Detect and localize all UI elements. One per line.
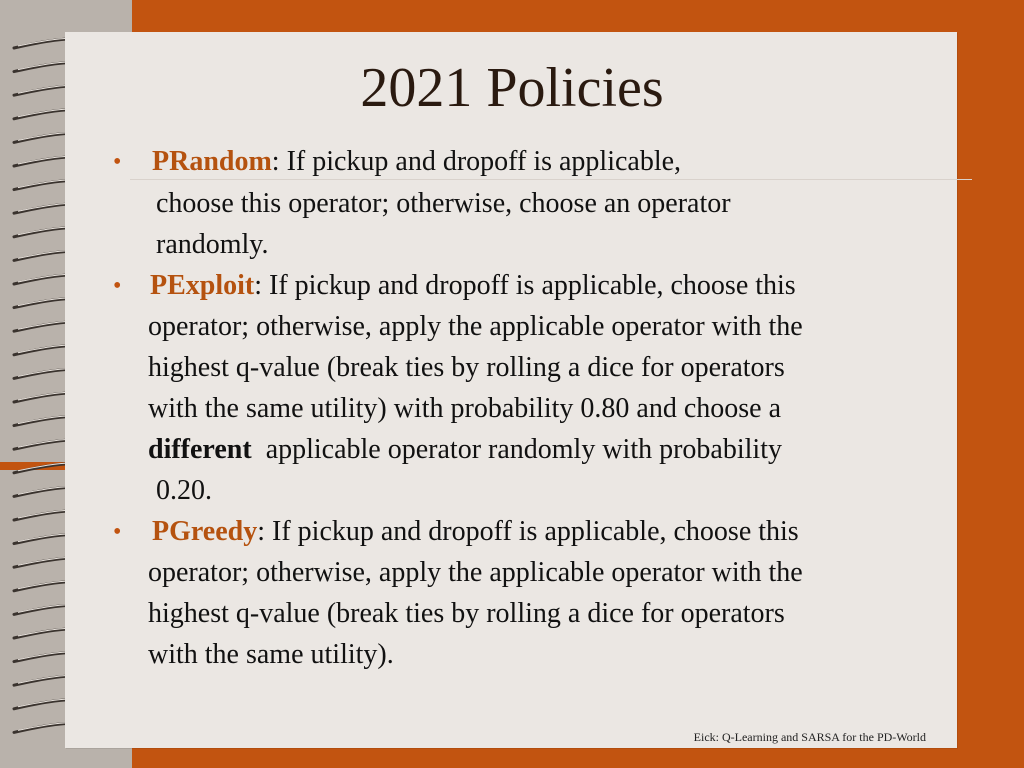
term-pexploit: PExploit — [150, 270, 255, 301]
bullet-marker-pexploit: • — [113, 273, 122, 299]
bullet-pexploit-line-3: highest q-value (break ties by rolling a dice for operators — [148, 352, 785, 383]
bullet-pexploit-line-6: 0.20. — [156, 475, 212, 506]
bullet-marker-prandom: • — [113, 149, 122, 175]
bullet-pexploit-line-5 — [148, 433, 782, 467]
bullet-text: applicable operator randomly with probability — [251, 434, 782, 465]
slide-title: 2021 Policies — [360, 57, 664, 119]
bullet-text: If pickup and dropoff is applicable, choose this — [262, 270, 796, 301]
bullet-pexploit-line-4: with the same utility) with probability 0.80 and choose a — [148, 393, 781, 424]
bullet-prandom-line-1 — [152, 145, 681, 179]
bullet-prandom-line-2: choose this operator; otherwise, choose an operator — [156, 188, 731, 219]
term-pgreedy: PGreedy — [152, 516, 258, 547]
bullet-pexploit-line-1 — [150, 269, 796, 303]
bullet-pgreedy-line-2: operator; otherwise, apply the applicable operator with the — [148, 557, 803, 588]
emph-different: different — [148, 434, 252, 465]
bullet-pgreedy-line-3: highest q-value (break ties by rolling a dice for operators — [148, 598, 785, 629]
term-sep: : — [254, 270, 263, 301]
bullet-text: If pickup and dropoff is applicable, — [279, 146, 682, 177]
bullet-text: If pickup and dropoff is applicable, choose this — [265, 516, 799, 547]
bullet-prandom-line-3: randomly. — [156, 229, 269, 260]
bullet-pgreedy-line-1 — [152, 515, 799, 549]
term-sep: : — [257, 516, 266, 547]
slide-footer: Eick: Q-Learning and SARSA for the PD-World — [693, 730, 926, 744]
bullet-marker-pgreedy: • — [113, 519, 122, 545]
bullet-pexploit-line-2: operator; otherwise, apply the applicable operator with the — [148, 311, 803, 342]
term-sep: : — [271, 146, 280, 177]
term-prandom: PRandom — [152, 146, 272, 177]
bullet-pgreedy-line-4: with the same utility). — [148, 639, 394, 670]
